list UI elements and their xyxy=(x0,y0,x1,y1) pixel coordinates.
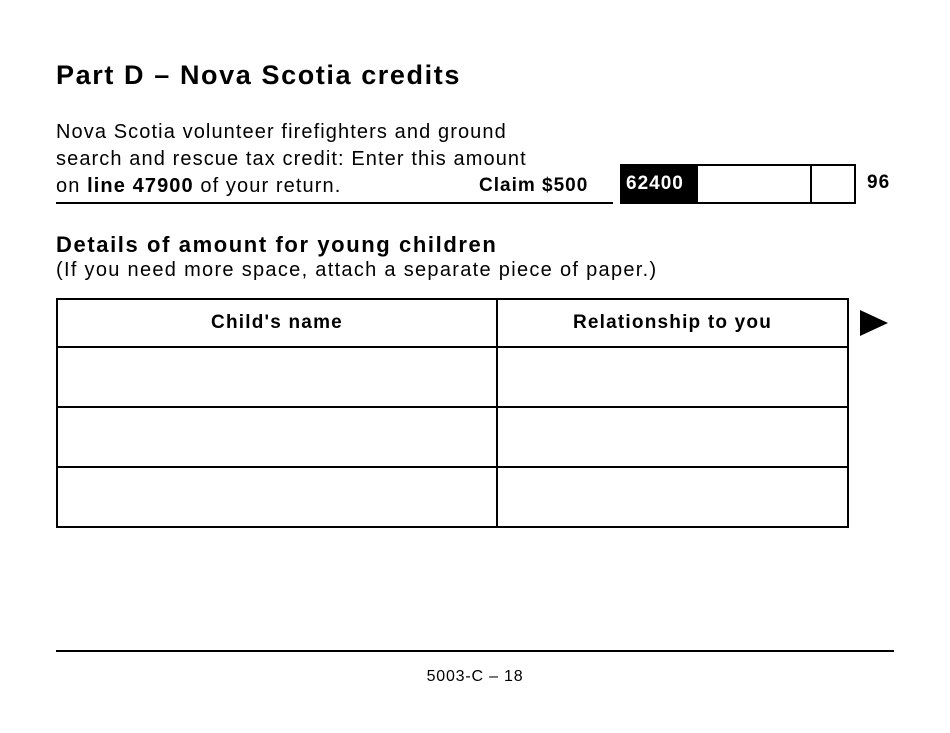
child-name-cell[interactable] xyxy=(57,407,497,467)
child-name-cell[interactable] xyxy=(57,467,497,527)
description-line-2: search and rescue tax credit: Enter this amount xyxy=(56,148,527,170)
line-reference: line 47900 xyxy=(87,175,194,197)
relationship-cell[interactable] xyxy=(497,467,848,527)
table-header-row xyxy=(57,299,848,347)
description-line-3-suffix: of your return. xyxy=(193,175,342,197)
part-title: Part D – Nova Scotia credits xyxy=(56,60,461,90)
claim-amount-field[interactable] xyxy=(686,164,856,204)
table-row xyxy=(57,347,848,407)
line-number: 96 xyxy=(867,172,891,193)
young-children-title: Details of amount for young children xyxy=(56,232,498,257)
description-underline xyxy=(56,202,613,204)
young-children-table xyxy=(56,298,849,528)
column-header-child-name: Child's name xyxy=(57,299,497,347)
claim-label: Claim $500 xyxy=(479,175,589,196)
column-header-relationship: Relationship to you xyxy=(497,299,848,347)
line-code-box: 62400 xyxy=(620,164,698,204)
description-line-3-prefix: on xyxy=(56,175,88,197)
cents-divider xyxy=(810,166,812,202)
description-line-1: Nova Scotia volunteer firefighters and ground xyxy=(56,121,507,143)
relationship-cell[interactable] xyxy=(497,347,848,407)
footer-divider xyxy=(56,650,894,652)
table-row xyxy=(57,407,848,467)
description-line-3 xyxy=(56,173,527,200)
right-arrow-icon xyxy=(860,310,888,336)
firefighter-credit-description xyxy=(56,119,527,200)
page-number: 5003-C – 18 xyxy=(426,668,524,685)
relationship-cell[interactable] xyxy=(497,407,848,467)
young-children-subtitle: (If you need more space, attach a separate piece of paper.) xyxy=(56,259,658,281)
table-row xyxy=(57,467,848,527)
child-name-cell[interactable] xyxy=(57,347,497,407)
